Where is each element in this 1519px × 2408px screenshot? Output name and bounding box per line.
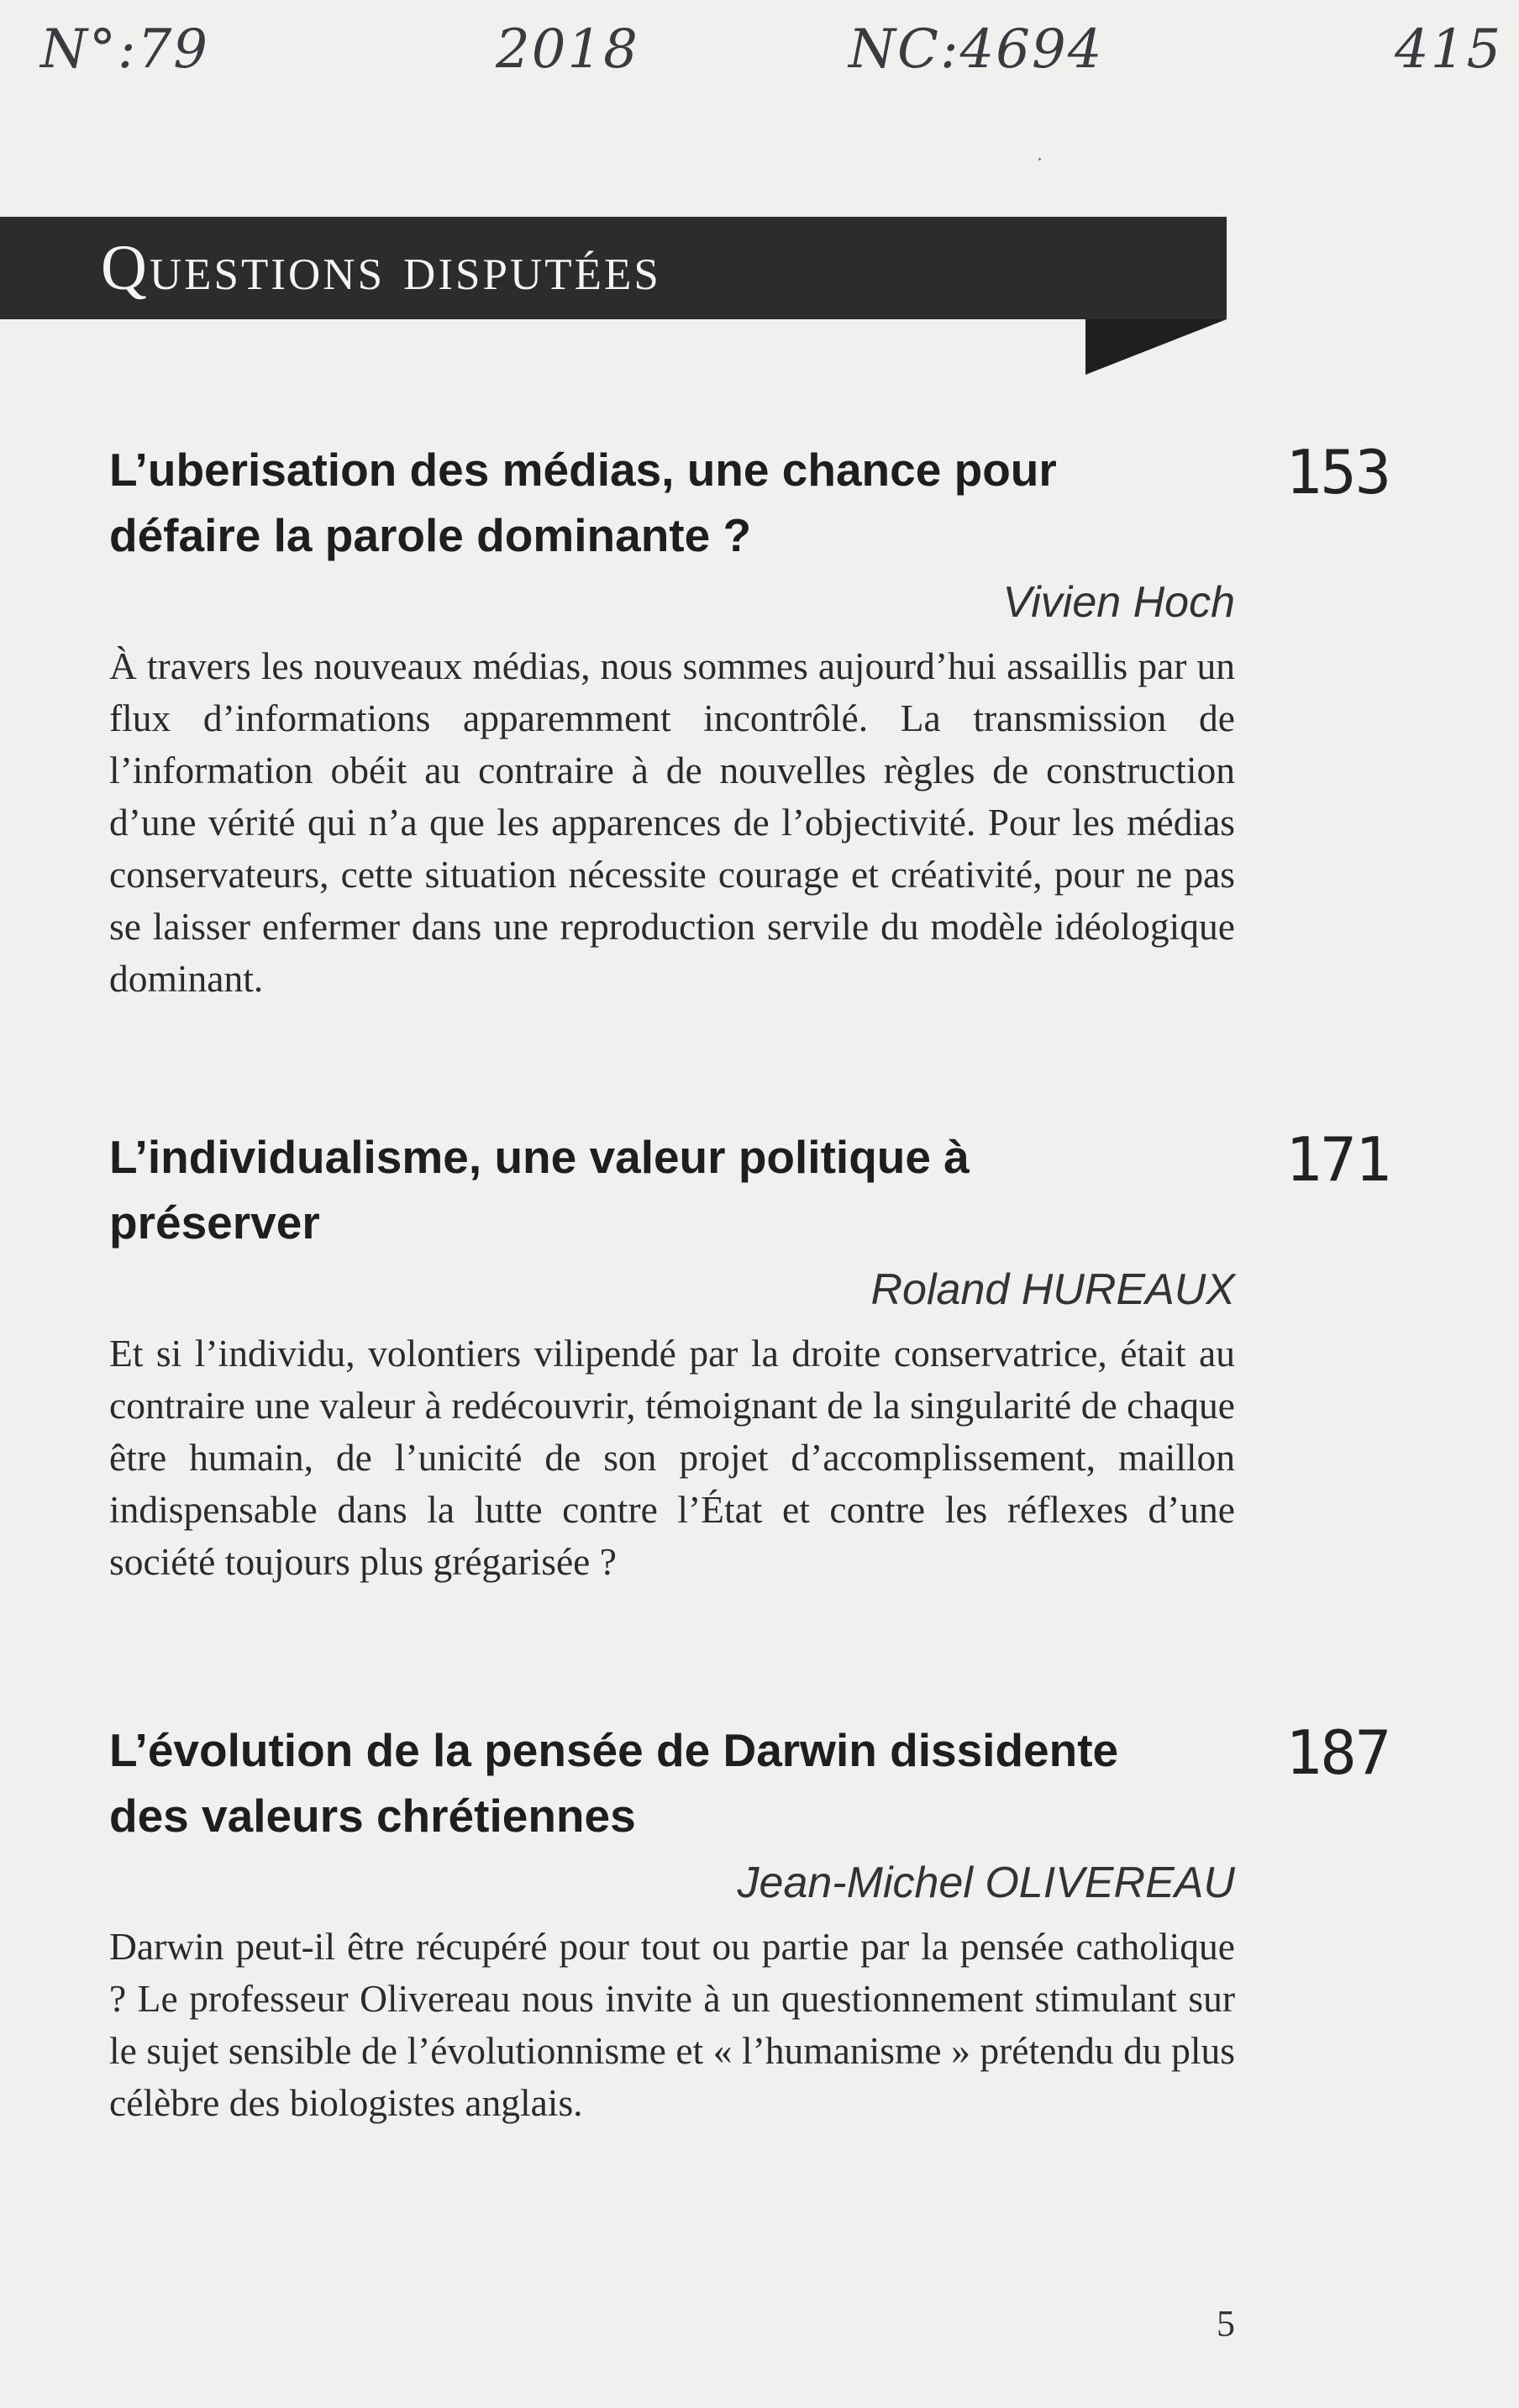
handwritten-year: 2018 [496,18,639,81]
article-title: L’uberisation des médias, une chance pour défaire la parole dominante ? [109,444,1057,561]
handwritten-issue-number: N°:79 [40,18,209,81]
article-author: Jean-Michel OLIVEREAU [737,1859,1235,1907]
article-page-number: 187 [1285,1717,1390,1788]
banner-flag-icon [1085,319,1227,375]
article-page-number: 171 [1285,1124,1390,1195]
section-banner [0,217,1227,319]
article-author: Roland HUREAUX [870,1265,1235,1314]
ink-dot [1038,158,1041,160]
article-entry [109,437,1235,1044]
page-folio: 5 [1217,2303,1235,2344]
handwritten-folio: 415 [1395,18,1503,81]
article-summary: À travers les nouveaux médias, nous sommes aujourd’hui assaillis par un flux d’informations apparemment incontrôlé. La transmission de l’information obéit au contraire à de nouvelles règles de construction d’une vérité qui n’a que les apparences de l’objectivité. Pour les médias conservateurs, cette situation nécessite courage et créativité, pour ne pas se laisser enfermer dans une reproduction servile du modèle idéologique dominant. [109,644,1235,1000]
article-page-number: 153 [1285,437,1390,507]
article-summary: Et si l’individu, volontiers vilipendé par la droite conservatrice, était au contraire une valeur à redécouvrir, témoignant de la singularité de chaque être humain, de l’unicité de son projet d’accomplissement, maillon indispensable dans la lutte contre l’État et contre les réflexes d’une société toujours plus grégarisée ? [109,1332,1235,1583]
handwritten-catalog-number: NC:4694 [849,18,1104,81]
article-entry [109,1717,1235,2168]
article-title: L’individualisme, une valeur politique à préserver [109,1131,970,1249]
article-summary: Darwin peut-il être récupéré pour tout ou partie par la pensée catholique ? Le professeur Olivereau nous invite à un questionnement stimulant sur le sujet sensible de l’évolutionnisme et « l’humanisme » prétendu du plus célèbre des biologistes anglais. [109,1925,1235,2124]
section-title: Questions disputées [101,233,661,303]
article-title: L’évolution de la pensée de Darwin dissidente des valeurs chrétiennes [109,1724,1119,1842]
article-entry [109,1124,1235,1627]
article-author: Vivien Hoch [1002,578,1235,627]
